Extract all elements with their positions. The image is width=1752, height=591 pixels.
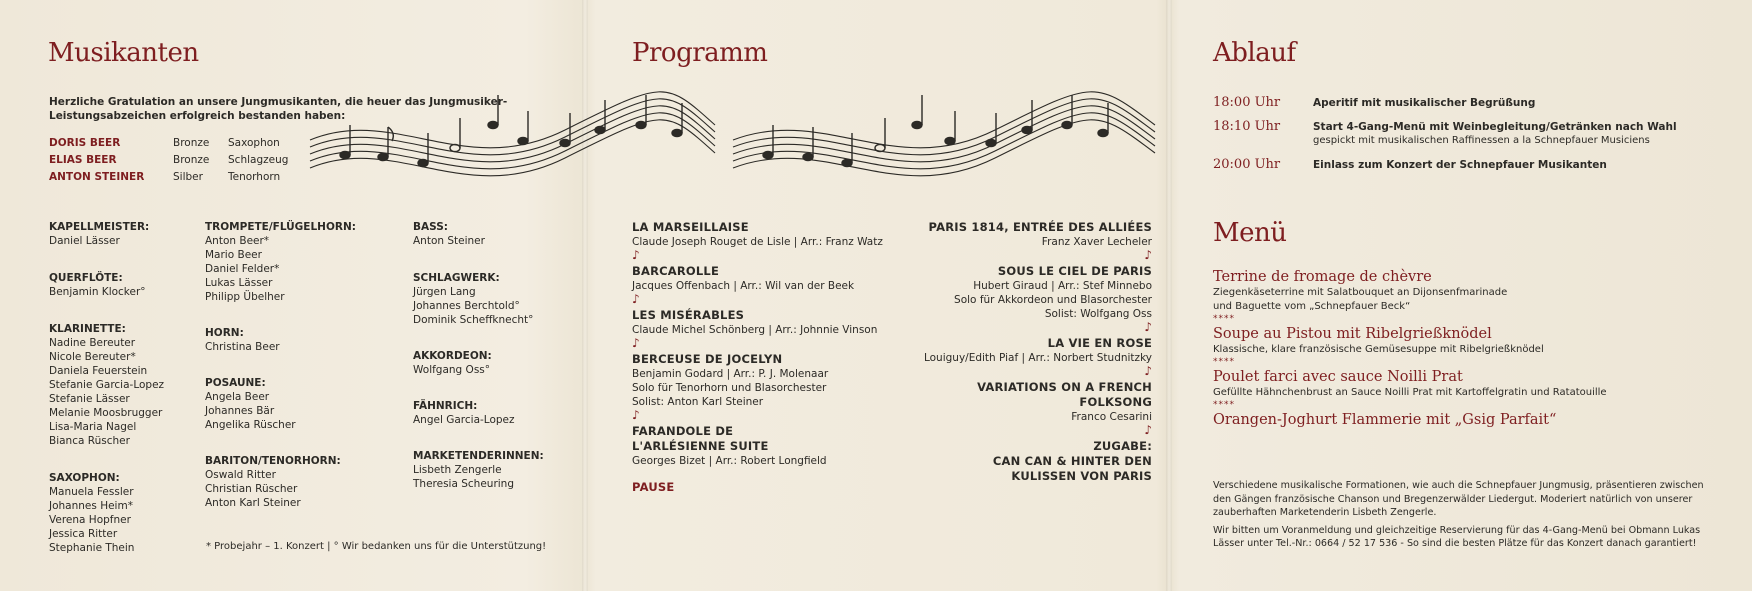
schedule-time: 18:00 Uhr <box>1213 95 1281 110</box>
course-title: Poulet farci avec sauce Noilli Prat <box>1213 369 1463 385</box>
schedule-time: 18:10 Uhr <box>1213 119 1281 134</box>
section-title: FÄHNRICH: <box>413 400 478 412</box>
member: Dominik Scheffknecht° <box>413 314 534 326</box>
note-line: zauberhaften Marketenderin Lisbeth Zengerle. <box>1213 507 1437 518</box>
reservation-note <box>1213 524 1748 551</box>
member: Jürgen Lang <box>413 286 476 298</box>
member: Benjamin Klocker° <box>49 286 146 298</box>
section-column-1 <box>49 220 199 555</box>
note-line: Verschiedene musikalische Formationen, wie auch die Schnepfauer Jungmusig, präsentieren zwischen <box>1213 480 1704 491</box>
section-trompete <box>205 220 385 304</box>
menu-courses <box>1213 268 1743 429</box>
programm-right-column <box>912 220 1152 484</box>
member: Nicole Bereuter* <box>49 351 136 363</box>
programm-left-column <box>632 220 892 495</box>
piece-credit: Jacques Offenbach | Arr.: Wil van der Beek <box>632 280 855 292</box>
menu-course <box>1213 368 1743 411</box>
awardee-instrument: Saxophon <box>228 137 280 149</box>
section-schlagwerk <box>413 271 578 327</box>
course-description: und Baguette vom „Schnepfauer Beck“ <box>1213 301 1411 312</box>
piece-title: BARCAROLLE <box>632 264 720 278</box>
section-title: POSAUNE: <box>205 377 266 389</box>
piece-credit: Solo für Akkordeon und Blasorchester <box>954 294 1152 306</box>
piece-credit: Louiguy/Edith Piaf | Arr.: Norbert Studnitzky <box>923 352 1152 364</box>
member: Nadine Bereuter <box>49 337 136 349</box>
awardee-row <box>49 136 309 153</box>
section-bass <box>413 220 578 248</box>
piece-credit: Claude Joseph Rouget de Lisle | Arr.: Franz Watz <box>632 236 883 248</box>
member: Daniel Felder* <box>205 263 280 275</box>
program-item <box>632 308 892 349</box>
piece-title: SOUS LE CIEL DE PARIS <box>997 264 1152 278</box>
program-item <box>912 380 1152 436</box>
member: Anton Steiner <box>413 235 485 247</box>
member: Lukas Lässer <box>205 277 273 289</box>
section-title: KLARINETTE: <box>49 323 126 335</box>
section-title: QUERFLÖTE: <box>49 272 123 284</box>
course-separator: **** <box>1213 357 1235 367</box>
course-title: Soupe au Pistou mit Ribelgrießknödel <box>1213 326 1492 342</box>
member: Christian Rüscher <box>205 483 298 495</box>
piece-title-line-2: CAN CAN & HINTER DEN <box>992 454 1152 468</box>
course-separator: **** <box>1213 400 1235 410</box>
section-title: BASS: <box>413 221 448 233</box>
menu-title: Menü <box>1213 218 1287 248</box>
section-marketenderinnen <box>413 449 578 491</box>
musikanten-title: Musikanten <box>48 38 199 68</box>
section-faehnrich <box>413 399 578 427</box>
ablauf-title: Ablauf <box>1213 38 1296 68</box>
awardee-level: Bronze <box>173 137 210 149</box>
piece-credit: Solist: Anton Karl Steiner <box>632 396 764 408</box>
piece-credit: Franz Xaver Lecheler <box>1041 236 1152 248</box>
member: Johannes Heim* <box>49 500 133 512</box>
awardee-level: Bronze <box>173 154 210 166</box>
member: Stefanie Lässer <box>49 393 130 405</box>
piece-credit: Solist: Wolfgang Oss <box>1044 308 1152 320</box>
awardee-name: DORIS BEER <box>49 137 121 149</box>
schedule-row <box>1213 119 1743 157</box>
member: Oswald Ritter <box>205 469 276 481</box>
schedule-row <box>1213 95 1743 119</box>
musikanten-footnote: * Probejahr – 1. Konzert | ° Wir bedanken uns für die Unterstützung! <box>206 541 547 552</box>
note-icon: ♪ <box>632 336 640 350</box>
note-icon: ♪ <box>632 408 640 422</box>
awardee-level: Silber <box>173 171 203 183</box>
awardee-instrument: Schlagzeug <box>228 154 289 166</box>
schedule-text: Einlass zum Konzert der Schnepfauer Musikanten <box>1313 159 1607 171</box>
section-horn <box>205 326 385 354</box>
panel-programm <box>584 0 1168 591</box>
piece-title-line-3: KULISSEN VON PARIS <box>1011 469 1152 483</box>
note-icon: ♪ <box>632 248 640 262</box>
section-akkordeon <box>413 349 578 377</box>
piece-title: PARIS 1814, ENTRÉE DES ALLIÉES <box>928 220 1152 234</box>
piece-credit: Solo für Tenorhorn und Blasorchester <box>632 382 827 394</box>
member: Lisa-Maria Nagel <box>49 421 137 433</box>
member: Philipp Übelher <box>205 291 285 303</box>
member: Daniela Feuerstein <box>49 365 148 377</box>
member: Melanie Moosbrugger <box>49 407 163 419</box>
awardee-name: ELIAS BEER <box>49 154 117 166</box>
intro-line-1: Herzliche Gratulation an unsere Jungmusikanten, die heuer das Jungmusiker- <box>49 96 508 108</box>
note-icon: ♪ <box>1144 364 1152 378</box>
piece-credit: Hubert Giraud | Arr.: Stef Minnebo <box>973 280 1152 292</box>
menu-course <box>1213 268 1743 325</box>
member: Angelika Rüscher <box>205 419 296 431</box>
course-title: Terrine de fromage de chèvre <box>1213 269 1432 285</box>
piece-credit: Franco Cesarini <box>1071 411 1152 423</box>
program-item <box>632 352 892 421</box>
formation-note <box>1213 479 1748 520</box>
piece-title: LA VIE EN ROSE <box>1047 336 1152 350</box>
piece-title: FARANDOLE DE <box>632 424 734 438</box>
section-title: AKKORDEON: <box>413 350 492 362</box>
pause-label: PAUSE <box>632 480 675 494</box>
member: Bianca Rüscher <box>49 435 130 447</box>
schedule-time: 20:00 Uhr <box>1213 157 1281 172</box>
piece-credit: Benjamin Godard | Arr.: P. J. Molenaar <box>632 368 829 380</box>
awardee-name: ANTON STEINER <box>49 171 145 183</box>
program-item <box>912 264 1152 333</box>
piece-title: ZUGABE: <box>1093 439 1152 453</box>
member: Christina Beer <box>205 341 280 353</box>
member: Angel Garcia-Lopez <box>413 414 515 426</box>
section-kapellmeister <box>49 220 199 248</box>
section-column-3 <box>413 220 578 491</box>
member: Wolfgang Oss° <box>413 364 491 376</box>
member: Mario Beer <box>205 249 262 261</box>
awardee-list <box>49 136 309 187</box>
section-title: TROMPETE/FLÜGELHORN: <box>205 221 356 233</box>
piece-title: VARIATIONS ON A FRENCH FOLKSONG <box>977 380 1152 409</box>
section-title: MARKETENDERINNEN: <box>413 450 544 462</box>
note-line: Wir bitten um Voranmeldung und gleichzeitige Reservierung für das 4-Gang-Menü bei Obmann Lukas <box>1213 524 1701 536</box>
program-item <box>632 264 892 305</box>
piece-title: BERCEUSE DE JOCELYN <box>632 352 783 366</box>
ablauf-schedule <box>1213 95 1743 181</box>
member: Angela Beer <box>205 391 270 403</box>
awardee-row <box>49 153 309 170</box>
panel-ablauf-menu <box>1168 0 1752 591</box>
member: Stefanie Garcia-Lopez <box>49 379 165 391</box>
schedule-row <box>1213 157 1743 181</box>
member: Jessica Ritter <box>49 528 118 540</box>
section-saxophon <box>49 471 199 555</box>
menu-course <box>1213 325 1743 368</box>
program-item <box>632 220 892 261</box>
program-item <box>912 336 1152 377</box>
intro-line-2: Leistungsabzeichen erfolgreich bestanden haben: <box>49 110 346 122</box>
section-querfloete <box>49 271 199 299</box>
member: Daniel Lässer <box>49 235 120 247</box>
member: Anton Karl Steiner <box>205 497 301 509</box>
schedule-subtext: gespickt mit musikalischen Raffinessen a la Schnepfauer Musiciens <box>1313 135 1650 146</box>
member: Lisbeth Zengerle <box>413 464 502 476</box>
menu-course <box>1213 411 1743 429</box>
note-icon: ♪ <box>1144 320 1152 334</box>
course-description: Gefüllte Hähnchenbrust an Sauce Noilli Prat mit Kartoffelgratin und Ratatouille <box>1213 387 1607 398</box>
schedule-text: Aperitif mit musikalischer Begrüßung <box>1313 97 1536 109</box>
piece-title: LES MISÉRABLES <box>632 308 745 322</box>
member: Verena Hopfner <box>49 514 131 526</box>
section-title: BARITON/TENORHORN: <box>205 455 341 467</box>
member: Johannes Berchtold° <box>413 300 520 312</box>
section-column-2 <box>205 220 385 510</box>
piece-title: LA MARSEILLAISE <box>632 220 749 234</box>
section-title: SCHLAGWERK: <box>413 272 500 284</box>
note-line: den Gängen französische Chanson und Bregenzerwälder Liedergut. Moderiert natürlich von unserer <box>1213 493 1693 505</box>
section-title: HORN: <box>205 327 244 339</box>
member: Stephanie Thein <box>49 542 135 554</box>
course-separator: **** <box>1213 314 1235 324</box>
program-item <box>912 439 1152 484</box>
awardee-row <box>49 170 309 187</box>
course-title: Orangen-Joghurt Flammerie mit „Gsig Parfait“ <box>1213 412 1557 428</box>
section-title: SAXOPHON: <box>49 472 120 484</box>
piece-title-line-2: L'ARLÉSIENNE SUITE <box>632 439 769 453</box>
awardee-instrument: Tenorhorn <box>228 171 281 183</box>
programm-title: Programm <box>632 38 768 68</box>
course-description: Ziegenkäseterrine mit Salatbouquet an Dijonsenfmarinade <box>1213 287 1508 298</box>
program-item <box>912 220 1152 261</box>
program-item <box>632 424 892 468</box>
note-icon: ♪ <box>632 292 640 306</box>
member: Anton Beer* <box>205 235 270 247</box>
note-icon: ♪ <box>1144 423 1152 437</box>
note-line: Lässer unter Tel.-Nr.: 0664 / 52 17 536 - So sind die besten Plätze für das Konzert danach garantiert! <box>1213 538 1697 549</box>
menu-notes <box>1213 479 1748 551</box>
schedule-text: Start 4-Gang-Menü mit Weinbegleitung/Getränken nach Wahl <box>1313 121 1677 133</box>
member: Manuela Fessler <box>49 486 134 498</box>
section-title: KAPELLMEISTER: <box>49 221 150 233</box>
section-posaune <box>205 376 385 432</box>
member: Theresia Scheuring <box>413 478 514 490</box>
piece-credit: Claude Michel Schönberg | Arr.: Johnnie Vinson <box>632 324 878 336</box>
member: Johannes Bär <box>205 405 275 417</box>
note-icon: ♪ <box>1144 248 1152 262</box>
section-klarinette <box>49 322 199 448</box>
piece-credit: Georges Bizet | Arr.: Robert Longfield <box>632 455 827 467</box>
section-bariton <box>205 454 385 510</box>
course-description: Klassische, klare französische Gemüsesuppe mit Ribelgrießknödel <box>1213 344 1544 355</box>
